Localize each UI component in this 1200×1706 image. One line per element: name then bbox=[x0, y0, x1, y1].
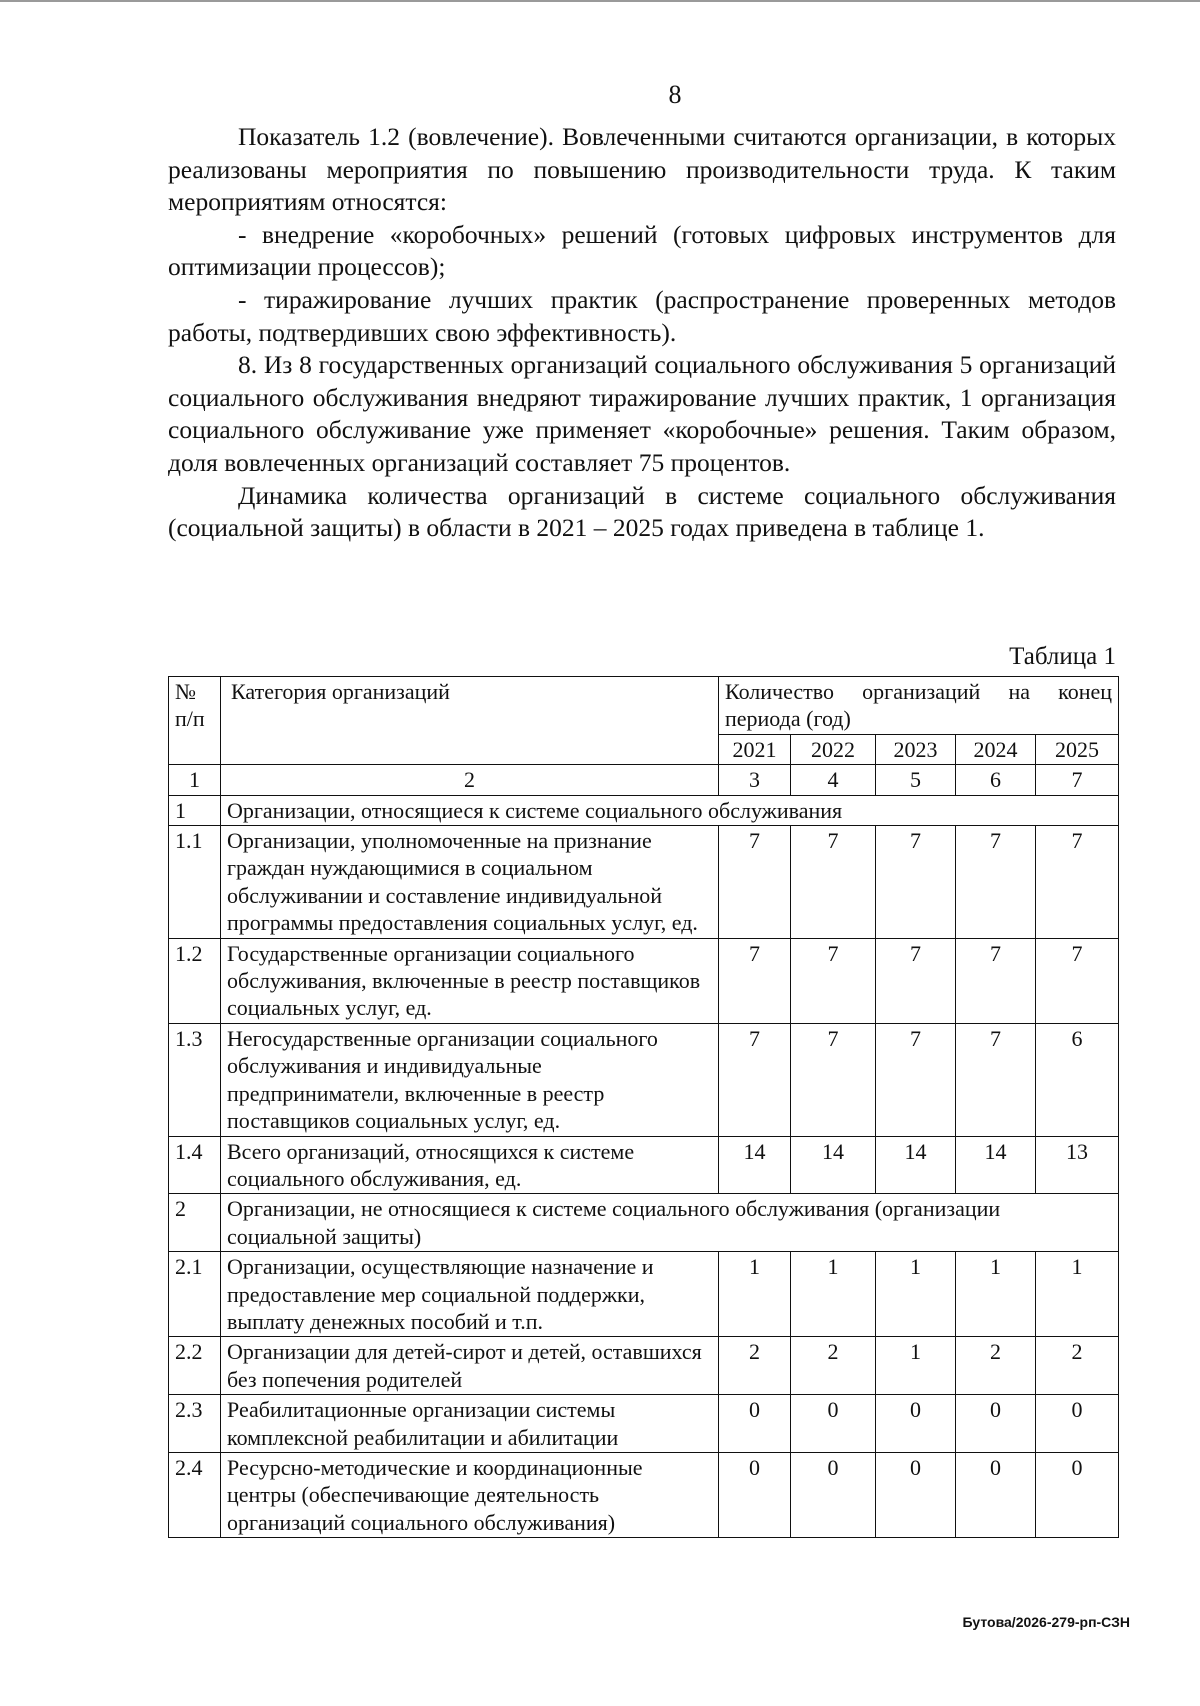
cell-value: 0 bbox=[791, 1452, 876, 1537]
header-num: № п/п bbox=[169, 677, 221, 765]
paragraph-best-practices: - тиражирование лучших практик (распространение проверенных методов работы, подтвердивших свою эффективность). bbox=[168, 284, 1116, 347]
column-number: 6 bbox=[956, 765, 1036, 795]
cell-value: 0 bbox=[1036, 1395, 1119, 1453]
row-label: Всего организаций, относящихся к системе социального обслуживания, ед. bbox=[221, 1136, 719, 1194]
table-header-row bbox=[169, 677, 1119, 735]
body-text bbox=[168, 121, 1116, 545]
column-numbers-row bbox=[169, 765, 1119, 795]
cell-value: 7 bbox=[956, 1023, 1036, 1136]
cell-value: 7 bbox=[876, 938, 956, 1023]
cell-value: 0 bbox=[956, 1452, 1036, 1537]
cell-value: 0 bbox=[956, 1395, 1036, 1453]
cell-value: 0 bbox=[719, 1395, 791, 1453]
cell-value: 7 bbox=[719, 938, 791, 1023]
column-number: 1 bbox=[169, 765, 221, 795]
cell-value: 2 bbox=[1036, 1337, 1119, 1395]
cell-value: 1 bbox=[791, 1252, 876, 1337]
row-num: 1.2 bbox=[169, 938, 221, 1023]
cell-value: 7 bbox=[956, 826, 1036, 939]
header-year: 2025 bbox=[1036, 734, 1119, 764]
row-num: 2.3 bbox=[169, 1395, 221, 1453]
header-category: Категория организаций bbox=[221, 677, 719, 765]
table-section-row bbox=[169, 795, 1119, 825]
cell-value: 14 bbox=[876, 1136, 956, 1194]
cell-value: 1 bbox=[956, 1252, 1036, 1337]
section-label: Организации, не относящиеся к системе социального обслуживания (организации социальной защиты) bbox=[221, 1194, 1119, 1252]
header-year: 2024 bbox=[956, 734, 1036, 764]
organizations-table bbox=[168, 676, 1119, 1538]
table-row bbox=[169, 938, 1119, 1023]
column-number: 5 bbox=[876, 765, 956, 795]
row-num: 1.1 bbox=[169, 826, 221, 939]
cell-value: 7 bbox=[791, 1023, 876, 1136]
paragraph-boxed-solutions: - внедрение «коробочных» решений (готовых цифровых инструментов для оптимизации процессов); bbox=[168, 219, 1116, 282]
cell-value: 1 bbox=[876, 1252, 956, 1337]
row-label: Реабилитационные организации системы комплексной реабилитации и абилитации bbox=[221, 1395, 719, 1453]
page-number: 8 bbox=[668, 80, 682, 109]
table-row bbox=[169, 1023, 1119, 1136]
row-num: 1.4 bbox=[169, 1136, 221, 1194]
cell-value: 14 bbox=[956, 1136, 1036, 1194]
paragraph-indicator-definition: Показатель 1.2 (вовлечение). Вовлеченными считаются организации, в которых реализованы мероприятия по повышению производительности труда. К таким мероприятиям относятся: bbox=[168, 122, 1116, 217]
column-number: 2 bbox=[221, 765, 719, 795]
paragraph-dynamics: Динамика количества организаций в системе социального обслуживания (социальной защиты) в области в 2021 – 2025 годах приведена в таблице 1. bbox=[168, 480, 1116, 543]
cell-value: 13 bbox=[1036, 1136, 1119, 1194]
header-year: 2023 bbox=[876, 734, 956, 764]
row-num: 2.1 bbox=[169, 1252, 221, 1337]
cell-value: 6 bbox=[1036, 1023, 1119, 1136]
row-num: 1.3 bbox=[169, 1023, 221, 1136]
cell-value: 7 bbox=[791, 938, 876, 1023]
row-num: 2.2 bbox=[169, 1337, 221, 1395]
cell-value: 7 bbox=[876, 826, 956, 939]
row-label: Организации для детей-сирот и детей, оставшихся без попечения родителей bbox=[221, 1337, 719, 1395]
cell-value: 7 bbox=[791, 826, 876, 939]
row-num: 1 bbox=[169, 795, 221, 825]
cell-value: 1 bbox=[876, 1337, 956, 1395]
cell-value: 1 bbox=[719, 1252, 791, 1337]
paragraph-item-8: 8. Из 8 государственных организаций социального обслуживания 5 организаций социального обслуживания внедряют тиражирование лучших практик, 1 организация социального обслуживание уже применяет «коробочные» решения. Таким образом, доля вовлеченных организаций составляет 75 процентов. bbox=[168, 350, 1116, 477]
row-label: Негосударственные организации социального обслуживания и индивидуальные предприниматели, включенные в реестр поставщиков социальных услуг, ед. bbox=[221, 1023, 719, 1136]
row-label: Ресурсно-методические и координационные центры (обеспечивающие деятельность организаций социального обслуживания) bbox=[221, 1452, 719, 1537]
cell-value: 2 bbox=[719, 1337, 791, 1395]
cell-value: 7 bbox=[719, 1023, 791, 1136]
cell-value: 2 bbox=[956, 1337, 1036, 1395]
cell-value: 14 bbox=[719, 1136, 791, 1194]
column-number: 3 bbox=[719, 765, 791, 795]
cell-value: 2 bbox=[791, 1337, 876, 1395]
column-number: 4 bbox=[791, 765, 876, 795]
cell-value: 14 bbox=[791, 1136, 876, 1194]
header-period: Количество организаций на конец периода (год) bbox=[719, 677, 1119, 735]
cell-value: 0 bbox=[876, 1452, 956, 1537]
cell-value: 0 bbox=[876, 1395, 956, 1453]
cell-value: 7 bbox=[876, 1023, 956, 1136]
cell-value: 0 bbox=[1036, 1452, 1119, 1537]
cell-value: 7 bbox=[1036, 826, 1119, 939]
cell-value: 0 bbox=[719, 1452, 791, 1537]
row-num: 2.4 bbox=[169, 1452, 221, 1537]
table-row bbox=[169, 1452, 1119, 1537]
header-year: 2021 bbox=[719, 734, 791, 764]
table-row bbox=[169, 826, 1119, 939]
scan-top-edge bbox=[0, 0, 1200, 2]
row-label: Государственные организации социального обслуживания, включенные в реестр поставщиков социальных услуг, ед. bbox=[221, 938, 719, 1023]
cell-value: 0 bbox=[791, 1395, 876, 1453]
cell-value: 7 bbox=[719, 826, 791, 939]
row-label: Организации, осуществляющие назначение и предоставление мер социальной поддержки, выплату денежных пособий и т.п. bbox=[221, 1252, 719, 1337]
column-number: 7 bbox=[1036, 765, 1119, 795]
cell-value: 7 bbox=[956, 938, 1036, 1023]
table-caption: Таблица 1 bbox=[1009, 643, 1116, 670]
table-row bbox=[169, 1337, 1119, 1395]
table-row bbox=[169, 1395, 1119, 1453]
row-num: 2 bbox=[169, 1194, 221, 1252]
table-row bbox=[169, 1252, 1119, 1337]
document-code: Бутова/2026-279-рп-СЗН bbox=[962, 1614, 1130, 1630]
header-year: 2022 bbox=[791, 734, 876, 764]
section-label: Организации, относящиеся к системе социального обслуживания bbox=[221, 795, 1119, 825]
cell-value: 7 bbox=[1036, 938, 1119, 1023]
table-row bbox=[169, 1136, 1119, 1194]
table-section-row bbox=[169, 1194, 1119, 1252]
cell-value: 1 bbox=[1036, 1252, 1119, 1337]
row-label: Организации, уполномоченные на признание граждан нуждающимися в социальном обслуживании и составление индивидуальной программы предоставления социальных услуг, ед. bbox=[221, 826, 719, 939]
